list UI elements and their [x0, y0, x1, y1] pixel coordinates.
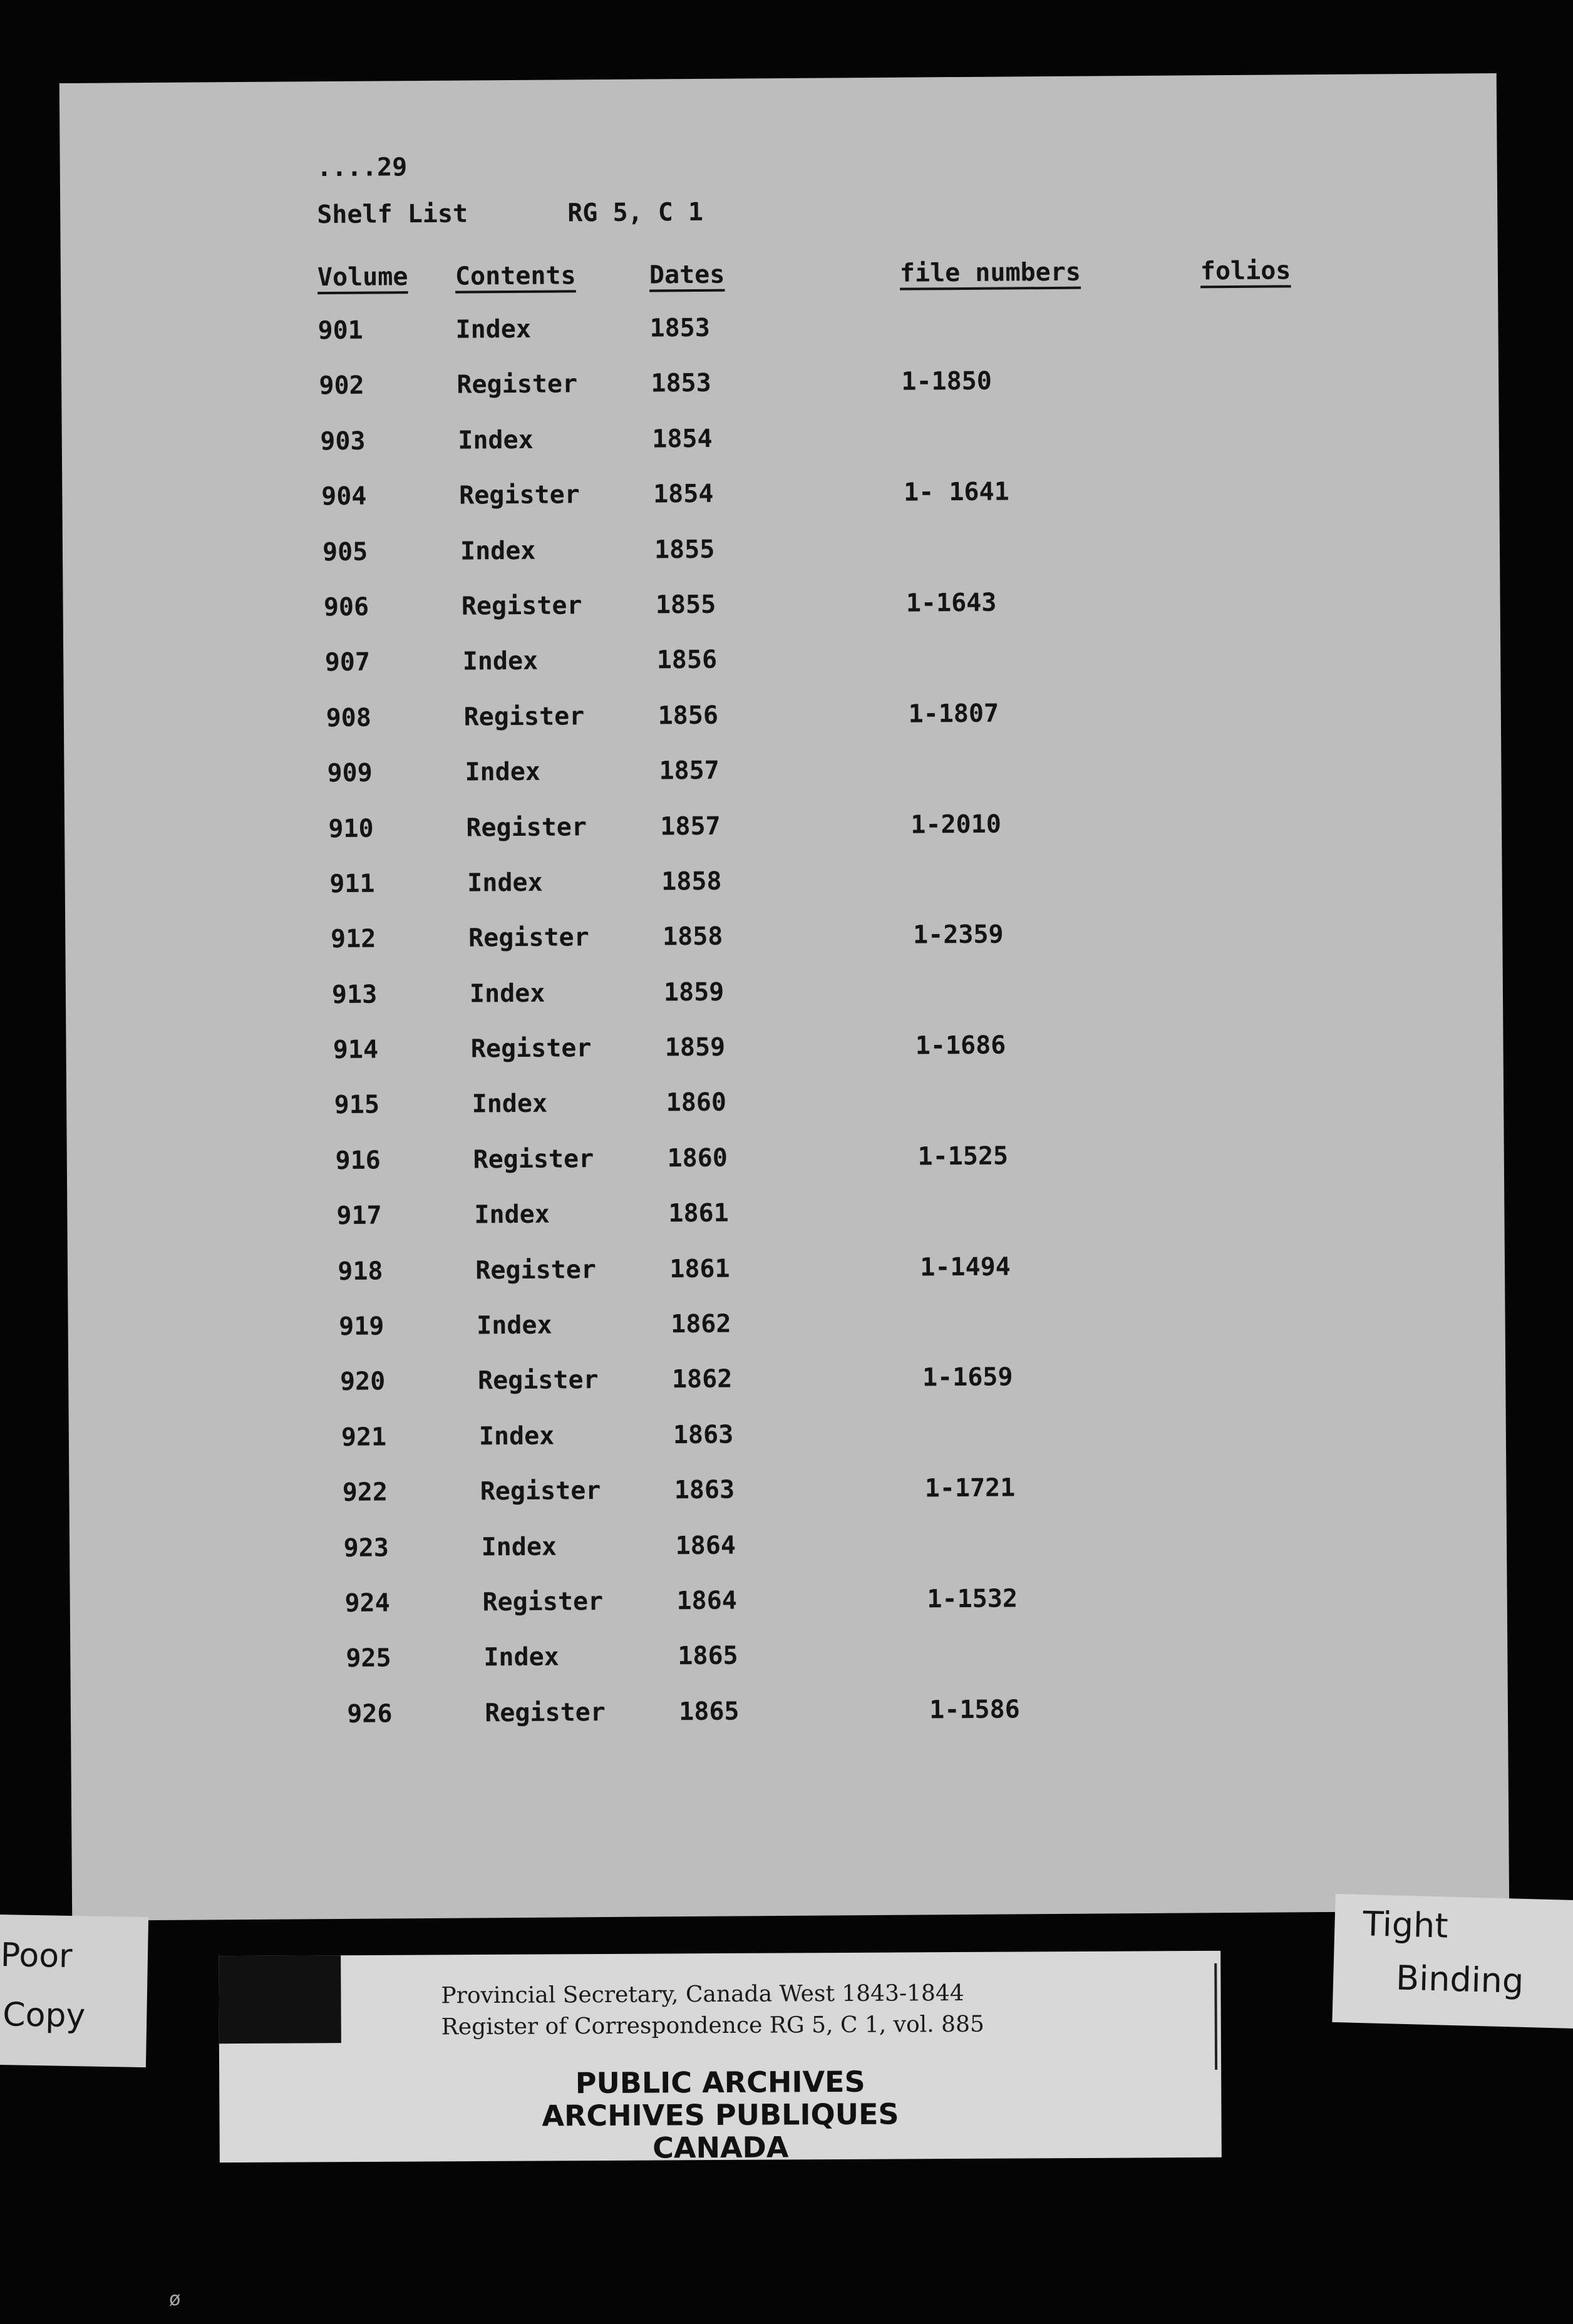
cell-dates: 1862	[670, 1309, 731, 1339]
cell-volume: 924	[344, 1588, 390, 1618]
header-volume: Volume	[317, 262, 408, 292]
cell-file-numbers: 1-1686	[915, 1031, 1006, 1061]
cell-file-numbers: 1-1494	[920, 1252, 1011, 1282]
page-number: ....29	[316, 153, 408, 183]
cell-contents: Register	[470, 1034, 592, 1064]
cell-volume: 915	[334, 1090, 380, 1120]
table-row	[64, 751, 1502, 816]
cell-dates: 1857	[660, 811, 721, 841]
cell-contents: Index	[467, 868, 543, 898]
cell-volume: 914	[333, 1035, 379, 1065]
note-right-line1: Tight	[1362, 1904, 1449, 1946]
document-page	[59, 73, 1509, 1921]
cell-dates: 1861	[668, 1198, 729, 1228]
table-row	[64, 696, 1502, 761]
cell-volume: 921	[341, 1422, 387, 1452]
cell-dates: 1860	[667, 1143, 728, 1173]
table-row	[71, 1692, 1509, 1757]
note-right-line2: Binding	[1395, 1958, 1525, 2001]
table-row	[62, 474, 1500, 539]
table-row	[70, 1581, 1508, 1646]
cell-volume: 911	[329, 869, 375, 898]
cell-dates: 1863	[673, 1420, 734, 1450]
cell-volume: 907	[324, 647, 371, 677]
table-row	[65, 917, 1503, 982]
cell-file-numbers: 1-1721	[924, 1473, 1016, 1503]
cell-volume: 908	[326, 703, 372, 733]
poor-copy-note	[0, 1915, 148, 2067]
cell-contents: Register	[482, 1587, 604, 1617]
cell-dates: 1864	[676, 1586, 737, 1616]
cell-contents: Register	[466, 812, 587, 843]
cell-file-numbers: 1-1807	[908, 699, 999, 729]
table-row	[69, 1470, 1507, 1535]
table-row	[68, 1359, 1506, 1424]
note-left-line2: Copy	[2, 1996, 86, 2035]
table-row	[63, 640, 1501, 705]
cell-file-numbers: 1-1525	[917, 1141, 1009, 1171]
header-dates: Dates	[649, 260, 725, 290]
cell-volume: 902	[319, 371, 364, 401]
cell-dates: 1856	[658, 701, 719, 731]
cell-dates: 1862	[671, 1365, 733, 1394]
cell-dates: 1863	[674, 1475, 735, 1505]
header-file-numbers: file numbers	[899, 257, 1081, 288]
cell-volume: 913	[331, 980, 378, 1009]
cell-dates: 1854	[652, 479, 714, 509]
cell-dates: 1857	[659, 756, 719, 786]
cell-dates: 1865	[678, 1641, 738, 1671]
cell-contents: Index	[481, 1532, 557, 1561]
cell-dates: 1864	[675, 1531, 736, 1560]
cell-contents: Index	[469, 979, 545, 1009]
cell-dates: 1855	[654, 535, 715, 564]
cell-file-numbers: 1-2359	[912, 920, 1004, 950]
cell-volume: 910	[328, 814, 374, 843]
cell-file-numbers: 1-1586	[929, 1695, 1020, 1725]
cell-dates: 1858	[662, 922, 723, 952]
cell-contents: Register	[463, 701, 585, 732]
cell-contents: Register	[468, 923, 589, 953]
cell-volume: 925	[346, 1643, 391, 1674]
cell-contents: Index	[460, 536, 536, 566]
cell-volume: 912	[330, 924, 376, 954]
cell-volume: 904	[321, 481, 367, 512]
table-row	[70, 1636, 1508, 1701]
table-row	[68, 1304, 1506, 1369]
cell-file-numbers: 1- 1641	[903, 477, 1009, 507]
table-row	[66, 1027, 1503, 1093]
tight-binding-note	[1332, 1894, 1573, 2028]
archives-country: CANADA	[652, 2130, 789, 2165]
label-collection-title: Provincial Secretary, Canada West 1843-1844	[441, 1980, 964, 2009]
cell-volume: 922	[342, 1478, 388, 1508]
header-contents: Contents	[455, 261, 576, 291]
cell-dates: 1853	[651, 369, 711, 398]
cell-contents: Register	[456, 369, 578, 400]
cell-dates: 1859	[663, 977, 725, 1007]
table-row	[65, 861, 1503, 927]
table-row	[66, 1082, 1504, 1148]
cell-contents: Index	[462, 647, 539, 676]
archive-label	[219, 1951, 1222, 2165]
cell-contents: Register	[477, 1365, 599, 1396]
cell-contents: Register	[461, 591, 582, 621]
cell-contents: Index	[476, 1310, 552, 1340]
cell-file-numbers: 1-1659	[922, 1362, 1013, 1392]
cell-contents: Register	[475, 1255, 597, 1285]
cell-volume: 906	[323, 592, 369, 622]
cell-volume: 920	[339, 1367, 386, 1397]
header-folios: folios	[1200, 256, 1291, 286]
table-row	[67, 1193, 1505, 1258]
archives-french: ARCHIVES PUBLIQUES	[542, 2097, 899, 2133]
record-group-reference: RG 5, C 1	[567, 197, 704, 228]
cell-dates: 1859	[664, 1032, 726, 1062]
label-divider	[1214, 1963, 1217, 2070]
table-row	[61, 363, 1499, 428]
cell-volume: 917	[336, 1201, 382, 1231]
film-speck: ø	[169, 2288, 181, 2310]
table-row	[69, 1415, 1507, 1480]
cell-file-numbers: 1-1643	[905, 588, 997, 618]
cell-contents: Register	[473, 1144, 594, 1175]
cell-contents: Index	[455, 314, 532, 344]
cell-contents: Index	[478, 1421, 555, 1451]
cell-dates: 1865	[679, 1697, 740, 1726]
cell-dates: 1854	[652, 424, 713, 454]
shelf-list-table	[61, 308, 1508, 1757]
cell-volume: 903	[320, 426, 366, 456]
label-series-reference: Register of Correspondence RG 5, C 1, vol. 885	[441, 2011, 984, 2040]
cell-contents: Index	[465, 757, 541, 787]
table-row	[66, 972, 1503, 1037]
cell-volume: 905	[322, 537, 368, 567]
table-row	[68, 1249, 1505, 1314]
cell-volume: 901	[317, 316, 363, 346]
cell-dates: 1861	[669, 1254, 730, 1283]
table-row	[70, 1526, 1507, 1591]
cell-contents: Register	[480, 1476, 601, 1506]
shelf-list-title: Shelf List	[317, 199, 468, 230]
cell-dates: 1856	[656, 645, 718, 675]
cell-file-numbers: 1-1850	[901, 367, 993, 397]
cell-volume: 923	[343, 1533, 389, 1563]
label-tab	[219, 1955, 341, 2044]
table-row	[64, 806, 1502, 872]
cell-contents: Register	[485, 1697, 606, 1728]
table-row	[61, 308, 1498, 373]
table-row	[67, 1138, 1505, 1203]
cell-dates: 1855	[655, 590, 716, 620]
cell-volume: 916	[335, 1146, 381, 1175]
cell-volume: 918	[338, 1257, 383, 1286]
cell-volume: 926	[347, 1699, 393, 1729]
cell-contents: Index	[483, 1642, 559, 1672]
cell-contents: Index	[474, 1200, 550, 1230]
cell-file-numbers: 1-2010	[910, 810, 1001, 840]
cell-contents: Index	[472, 1089, 548, 1119]
archives-english: PUBLIC ARCHIVES	[575, 2064, 865, 2100]
cell-volume: 919	[338, 1312, 384, 1342]
note-left-line1: Poor	[0, 1936, 73, 1976]
cell-dates: 1860	[666, 1088, 727, 1118]
table-row	[63, 585, 1500, 650]
cell-dates: 1858	[661, 866, 722, 897]
table-row	[63, 530, 1500, 595]
archives-stamp	[219, 2064, 1222, 2166]
cell-dates: 1853	[649, 313, 711, 343]
cell-contents: Index	[458, 425, 534, 455]
cell-volume: 909	[327, 758, 373, 788]
cell-file-numbers: 1-1532	[927, 1584, 1018, 1614]
cell-contents: Register	[458, 480, 580, 510]
table-row	[62, 419, 1500, 484]
